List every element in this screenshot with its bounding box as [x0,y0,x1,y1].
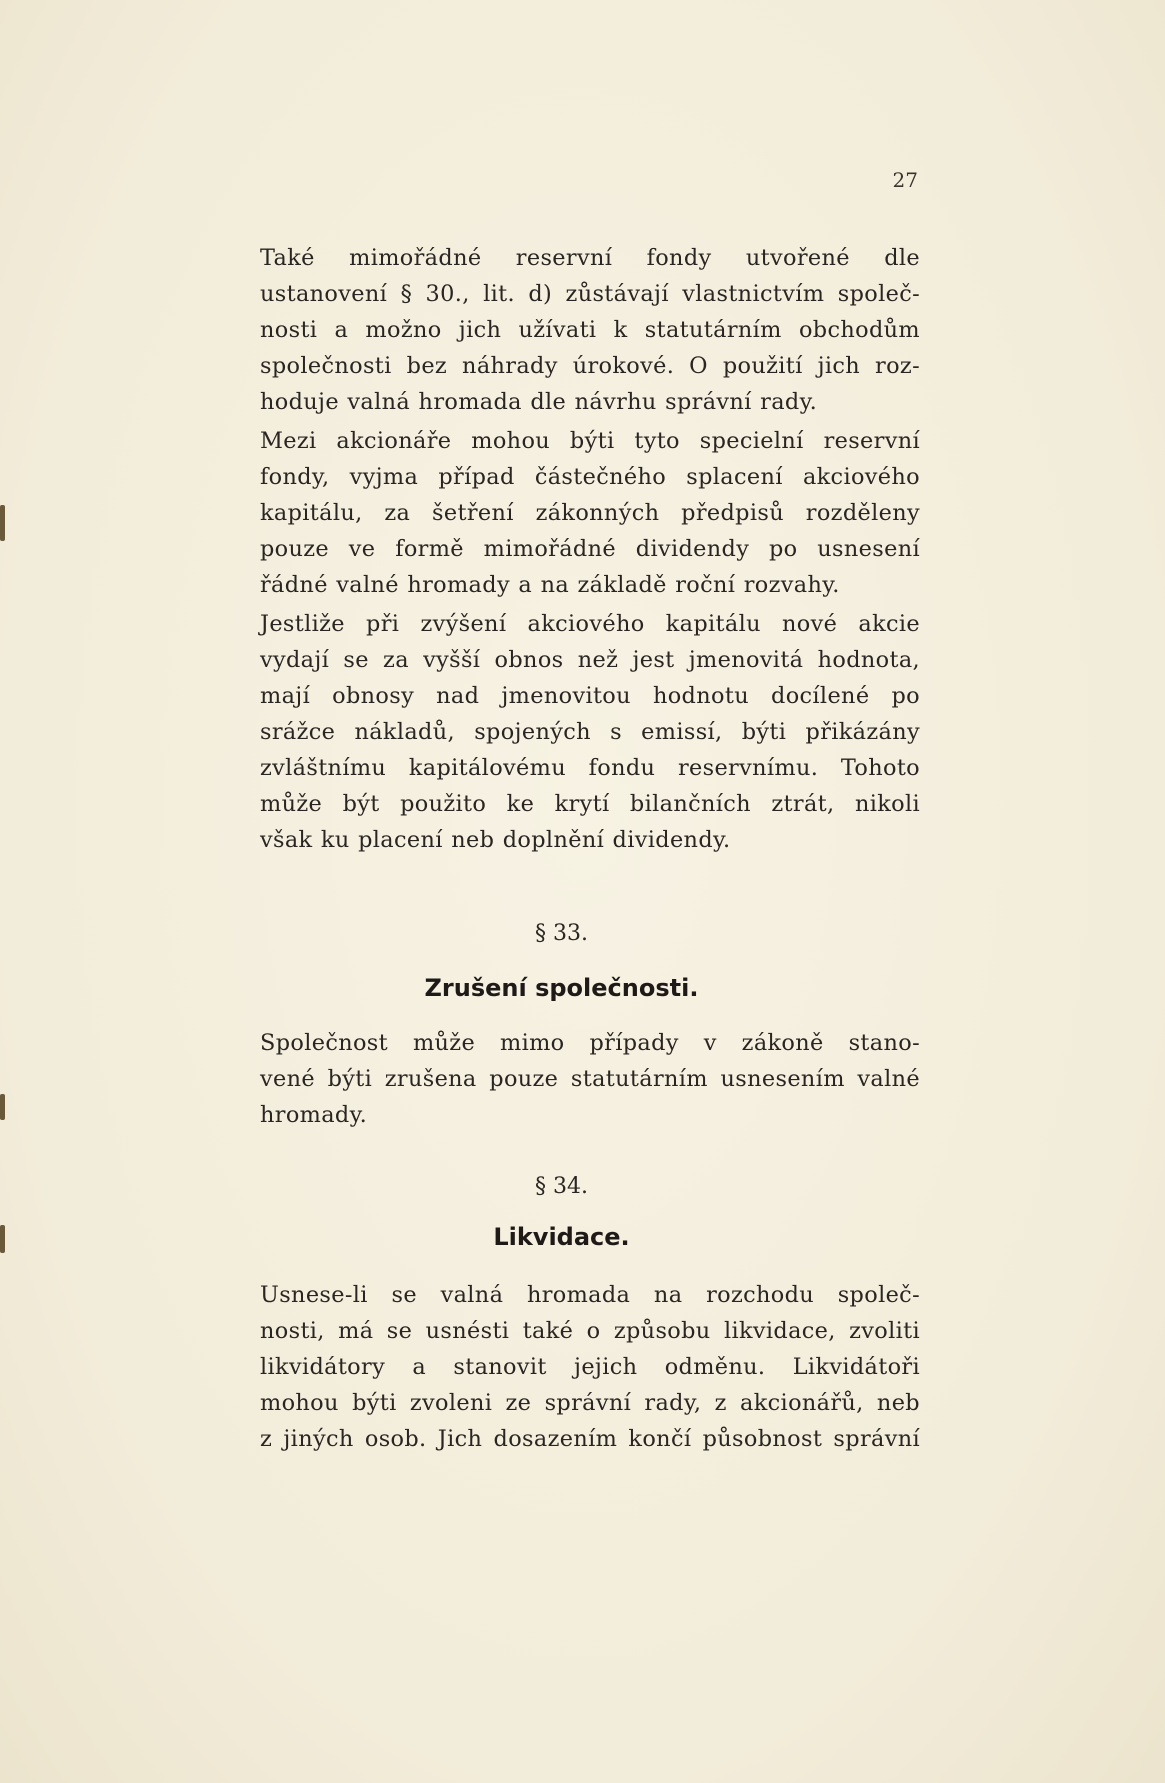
text-line: hromady. [260,1102,368,1128]
paragraph-reserve-funds [203,240,920,420]
text-line: nosti a možno jich užívati k statutárním obchodům [260,317,920,343]
page-edge-mark [0,1094,5,1120]
paragraph-capital-increase [203,606,920,858]
text-line: srážce nákladů, spojených s emissí, býti přikázány [260,719,920,745]
text-line: hoduje valná hromada dle návrhu správní rady. [260,389,818,415]
text-line: vené býti zrušena pouze statutárním usnesením valné [260,1066,920,1092]
text-line: zvláštnímu kapitálovému fondu reservnímu. Tohoto [260,755,920,781]
section-heading: Zrušení společnosti. [424,974,699,1002]
text-line: může být použito ke krytí bilančních ztrát, nikoli [260,791,920,817]
text-line: fondy, vyjma případ částečného splacení akciového [260,464,920,490]
text-line: kapitálu, za šetření zákonných předpisů rozděleny [260,500,920,526]
text-line: Mezi akcionáře mohou býti tyto specielní reservní [260,428,920,454]
text-line: Společnost může mimo případy v zákoně stano- [260,1030,920,1056]
page-edge-mark [0,505,5,541]
text-line: mohou býti zvoleni ze správní rady, z akcionářů, neb [260,1390,920,1416]
paragraph-shareholder-distribution [203,423,920,603]
text-line: společnosti bez náhrady úrokové. O použití jich roz- [260,353,920,379]
paragraph-dissolution [203,1025,920,1133]
page-edge-mark [0,1225,5,1253]
text-line: ustanovení § 30., lit. d) zůstávají vlastnictvím společ- [260,281,920,307]
paragraph-liquidation [203,1277,920,1457]
section-heading: Likvidace. [493,1223,630,1251]
section-number: § 33. [535,921,588,946]
text-line: z jiných osob. Jich dosazením končí působnost správní [260,1426,920,1452]
text-line: likvidátory a stanovit jejich odměnu. Likvidátoři [260,1354,920,1380]
text-line: pouze ve formě mimořádné dividendy po usnesení [260,536,920,562]
section-number: § 34. [535,1174,588,1199]
text-line: nosti, má se usnésti také o způsobu likvidace, zvoliti [260,1318,920,1344]
text-line: však ku placení neb doplnění dividendy. [260,827,731,853]
text-line: vydají se za vyšší obnos než jest jmenovitá hodnota, [260,647,920,673]
text-line: Usnese-li se valná hromada na rozchodu společ- [260,1282,920,1308]
page-number: 27 [892,168,918,192]
text-line: Také mimořádné reservní fondy utvořené dle [260,245,920,271]
text-line: řádné valné hromady a na základě roční rozvahy. [260,572,840,598]
text-line: mají obnosy nad jmenovitou hodnotu docílené po [260,683,920,709]
text-line: Jestliže při zvýšení akciového kapitálu nové akcie [260,611,920,637]
